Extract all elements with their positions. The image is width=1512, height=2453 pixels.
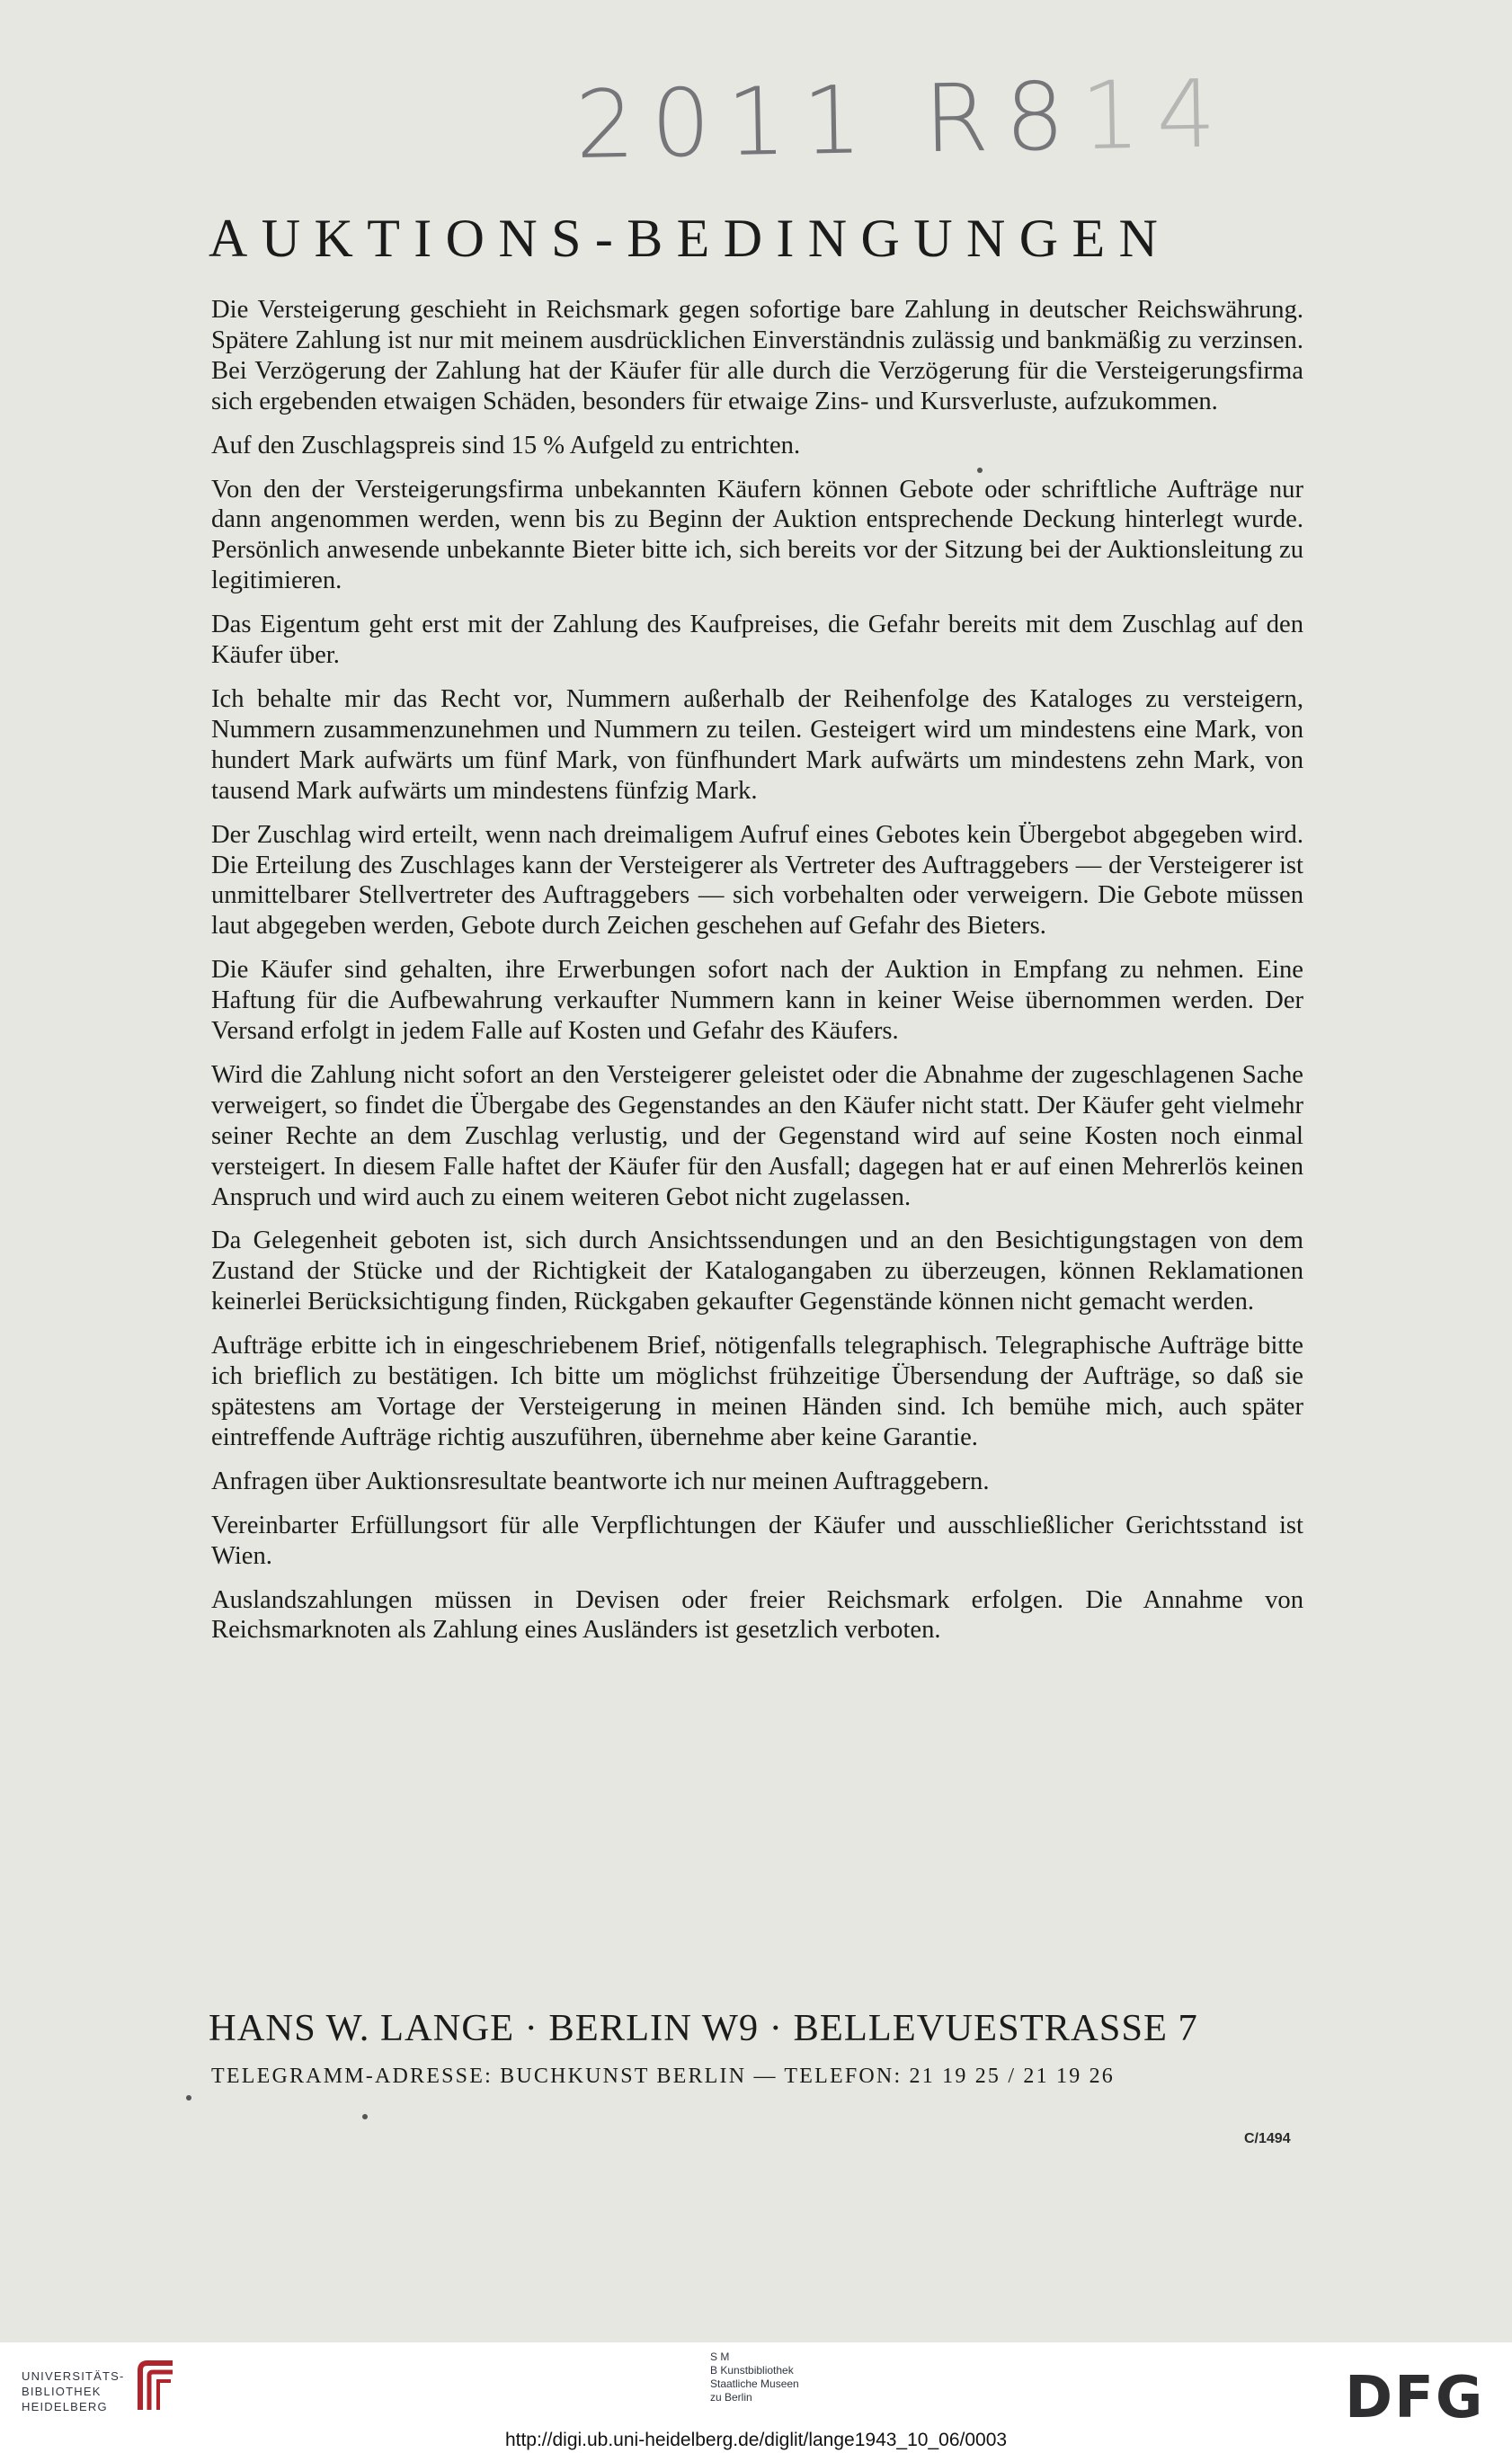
ink-speck	[362, 2114, 368, 2119]
page-title: AUKTIONS-BEDINGUNGEN	[209, 209, 1172, 268]
auctioneer-address: HANS W. LANGE · BERLIN W9 · BELLEVUESTRASSE 7	[209, 2007, 1198, 2049]
ink-speck	[186, 2095, 191, 2101]
source-url[interactable]: http://digi.ub.uni-heidelberg.de/diglit/lange1943_10_06/0003	[504, 2430, 1008, 2450]
heidelberg-library-label: UNIVERSITÄTS- BIBLIOTHEK HEIDELBERG	[22, 2369, 125, 2413]
dfg-logo: DFG	[1345, 2365, 1485, 2431]
paragraph-jurisdiction: Vereinbarter Erfüllungsort für alle Verpflichtungen der Käufer und ausschließlicher Gerichtsstand ist Wien.	[211, 1511, 1303, 1570]
paragraph-non-payment: Wird die Zahlung nicht sofort an den Versteigerer geleistet oder die Abnahme der zugeschlagenen Sache verweigert, so findet die Übergabe des Gegenstandes an den Käufer nicht statt. Der Käufer geht vielmehr seiner Rechte an dem Zuschlag verlustig, und der Gegenstand wird auf seine Kosten noch einmal versteigert. In diesem Falle haftet der Käufer für den Ausfall; dagegen hat er auf einen Mehrerlös keinen Anspruch und wird auch zu einem weiteren Gebot nicht zugelassen.	[211, 1060, 1303, 1211]
paragraph-collection: Die Käufer sind gehalten, ihre Erwerbungen sofort nach der Auktion in Empfang zu nehmen. Eine Haftung für die Aufbewahrung verkaufter Nummern kann in keiner Weise übernommen werden. Der Versand erfolgt in jedem Falle auf Kosten und Gefahr des Käufers.	[211, 956, 1303, 1046]
catalog-code: C/1494	[1244, 2131, 1291, 2146]
ink-speck	[977, 468, 983, 473]
paragraph-ownership: Das Eigentum geht erst mit der Zahlung des Kaufpreises, die Gefahr bereits mit dem Zuschlag auf den Käufer über.	[211, 611, 1303, 670]
paragraph-unknown-buyers: Von den der Versteigerungsfirma unbekannten Käufern können Gebote oder schriftliche Aufträge nur dann angenommen werden, wenn bis zu Beginn der Auktion entsprechende Deckung hinterlegt wurde. Persönlich anwesende unbekannte Bieter bitte ich, sich bereits vor der Sitzung bei der Auktionsleitung zu legitimieren.	[211, 475, 1303, 595]
paragraph-commissions: Aufträge erbitte ich in eingeschriebenem Brief, nötigenfalls telegraphisch. Telegraphische Aufträge bitte ich brieflich zu bestätigen. Ich bitte um möglichst frühzeitige Übersendung der Aufträge, so daß sie spätestens am Vortage der Versteigerung in meinen Händen sind. Ich bemühe mich, auch später eintreffende Aufträge richtig auszuführen, übernehme aber keine Garantie.	[211, 1332, 1303, 1451]
paragraph-premium: Auf den Zuschlagspreis sind 15 % Aufgeld zu entrichten.	[211, 431, 801, 459]
paragraph-order-increments: Ich behalte mir das Recht vor, Nummern außerhalb der Reihenfolge des Kataloges zu versteigern, Nummern zusammenzunehmen und Nummern zu teilen. Gesteigert wird um mindestens eine Mark, von hundert Mark aufwärts um fünf Mark, von fünfhundert Mark aufwärts um mindestens zehn Mark, von tausend Mark aufwärts um mindestens fünfzig Mark.	[211, 684, 1303, 805]
paragraph-foreign-payments: Auslandszahlungen müssen in Devisen oder freier Reichsmark erfolgen. Die Annahme von Reichsmarknoten als Zahlung eines Ausländers ist gesetzlich verboten.	[211, 1585, 1303, 1645]
handwritten-faint-mark: 14	[1080, 58, 1233, 172]
paragraph-payment: Die Versteigerung geschieht in Reichsmark gegen sofortige bare Zahlung in deutscher Reichswährung. Spätere Zahlung ist nur mit meinem ausdrücklichen Einverständnis zulässig und bankmäßig zu verzinsen. Bei Verzögerung der Zahlung hat der Käufer für alle durch die Verzögerung für die Versteigerungsfirma sich ergebenden etwaigen Schäden, besonders für etwaige Zins- und Kursverluste, aufzukommen.	[211, 296, 1303, 415]
handwritten-shelfmark: 2011 R814	[574, 58, 1233, 180]
paragraph-claims: Da Gelegenheit geboten ist, sich durch Ansichtssendungen und an den Besichtigungstagen von dem Zustand der Stücke und der Richtigkeit der Katalogangaben zu überzeugen, können Reklamationen keinerlei Berücksichtigung finden, Rückgaben gekaufter Gegenstände können nicht gemacht werden.	[211, 1226, 1303, 1316]
paragraph-hammer: Der Zuschlag wird erteilt, wenn nach dreimaligem Aufruf eines Gebotes kein Übergebot abgegeben wird. Die Erteilung des Zuschlages kann der Versteigerer als Vertreter des Auftraggebers — der Versteigerer ist unmittelbarer Stellvertreter des Auftraggebers — sich vorbehalten oder verweigern. Die Gebote müssen laut abgegeben werden, Gebote durch Zeichen geschehen auf Gefahr des Bieters.	[211, 820, 1303, 941]
telegram-address: TELEGRAMM-ADRESSE: BUCHKUNST BERLIN — TELEFON: 21 19 25 / 21 19 26	[211, 2065, 1116, 2088]
heidelberg-logo-icon	[135, 2358, 178, 2417]
conditions-text	[211, 295, 1303, 1659]
paragraph-results: Anfragen über Auktionsresultate beantworte ich nur meinen Auftraggebern.	[211, 1467, 990, 1495]
smb-kunstbibliothek-logo: S M B Kunstbibliothek Staatliche Museen zu Berlin	[710, 2350, 799, 2404]
